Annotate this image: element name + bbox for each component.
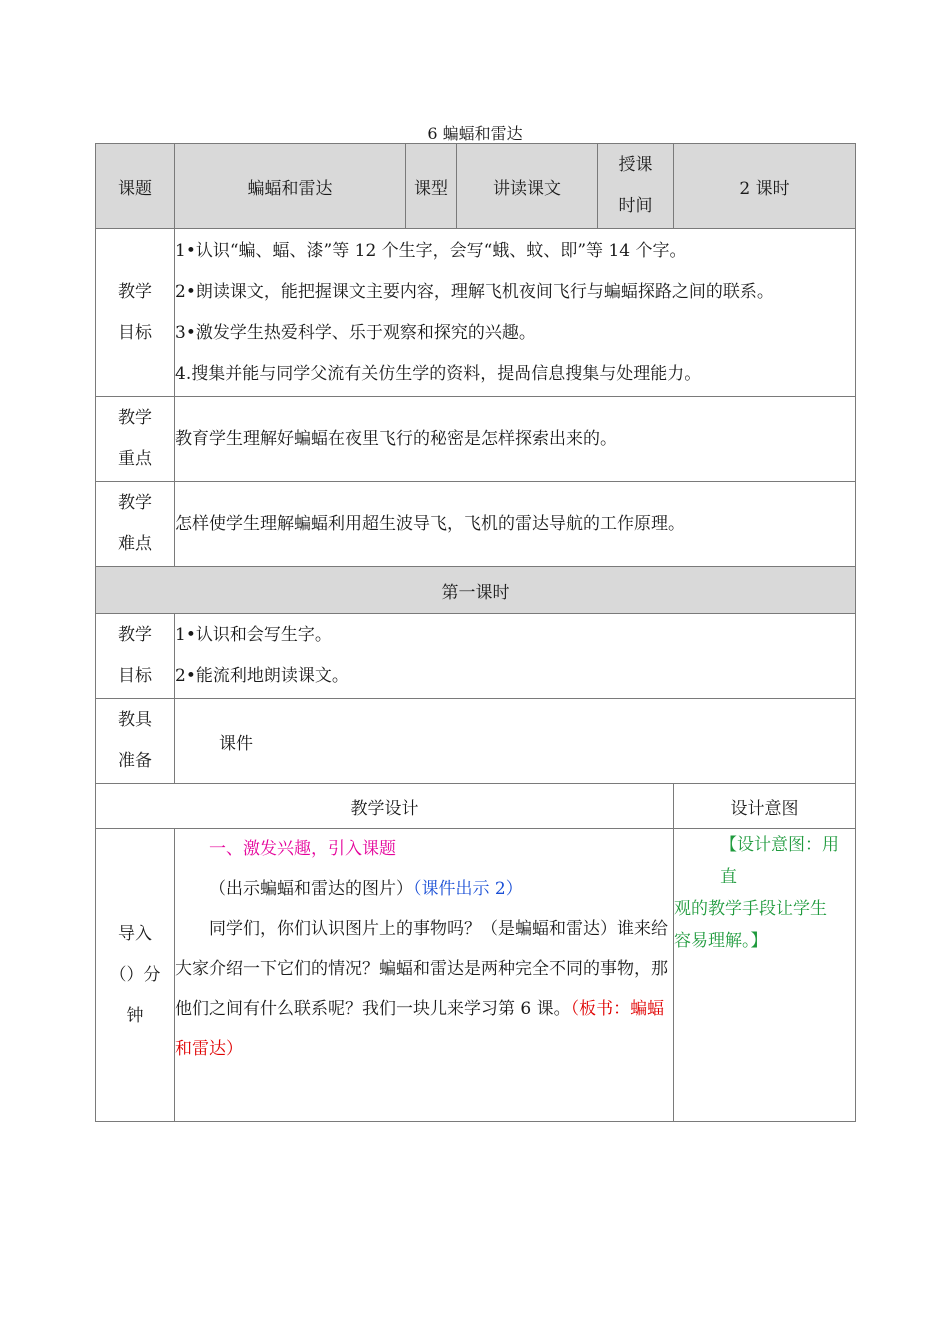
intro-intent xyxy=(674,829,856,1122)
prep-label-line-2: 准备 xyxy=(118,751,152,771)
difficulties-label xyxy=(96,482,175,567)
intro-show-text: （出示蝙蝠和雷达的图片） xyxy=(209,879,413,899)
intro-label-line-3: 钟 xyxy=(126,1005,144,1026)
hours-label-line-1: 授课 xyxy=(618,155,653,175)
document-title: 6 蝙蝠和雷达 xyxy=(427,124,523,143)
intent-line: 观的教学手段让学生 xyxy=(674,899,827,919)
topic-value: 蝙蝠和雷达 xyxy=(175,144,406,229)
lesson-one-heading: 第一课时 xyxy=(96,567,856,614)
intro-label-line-1: 导入 xyxy=(118,923,152,944)
goals-label-line-2: 目标 xyxy=(118,322,152,343)
design-header: 教学设计 xyxy=(96,784,674,829)
difficulties-label-line-2: 难点 xyxy=(118,534,152,554)
lesson-one-goals xyxy=(175,614,856,699)
goal-item: 1•认识“蝙、蝠、漆”等 12 个生字，会写“蛾、蚊、即”等 14 个字。 xyxy=(175,240,687,261)
intent-line: 【设计意图：用直 xyxy=(720,835,839,887)
lesson-one-goals-label xyxy=(96,614,175,699)
lesson-one-goals-label-line-2: 目标 xyxy=(118,666,152,686)
hours-label-line-2: 时间 xyxy=(618,196,653,216)
key-points-row xyxy=(96,397,856,482)
key-points-label xyxy=(96,397,175,482)
design-header-row xyxy=(96,784,856,829)
lesson-one-goal-item: 1•认识和会写生字。 xyxy=(175,625,332,645)
intro-row xyxy=(96,829,856,1122)
key-points-label-line-2: 重点 xyxy=(118,449,152,469)
type-label: 课型 xyxy=(406,144,457,229)
hours-label xyxy=(598,144,674,229)
goal-item: 4.搜集并能与同学父流有关仿生学的资料，提咼信息搜集与处理能力。 xyxy=(175,363,702,384)
intro-section-title: 一、激发兴趣，引入课题 xyxy=(209,839,396,859)
difficulties-label-line-1: 教学 xyxy=(118,493,152,513)
goals-label xyxy=(96,229,175,397)
hours-value: 2 课时 xyxy=(674,144,856,229)
header-row xyxy=(96,144,856,229)
intent-header: 设计意图 xyxy=(674,784,856,829)
intro-design xyxy=(175,829,674,1122)
lesson-one-heading-row xyxy=(96,567,856,614)
prep-value: 课件 xyxy=(175,699,856,784)
goals-content xyxy=(175,229,856,397)
lesson-plan-table xyxy=(95,143,856,1122)
lesson-one-goal-item: 2•能流利地朗读课文。 xyxy=(175,666,349,686)
intro-show-line xyxy=(175,869,673,909)
intro-board-note: （板书：蝙蝠和雷达） xyxy=(175,999,665,1059)
intro-show-note: （课件出示 2） xyxy=(413,879,523,899)
lesson-one-goals-label-line-1: 教学 xyxy=(118,625,152,645)
type-value: 讲读课文 xyxy=(457,144,598,229)
key-points-text: 教育学生理解好蝙蝠在夜里飞行的秘密是怎样探索出来的。 xyxy=(175,397,856,482)
topic-label: 课题 xyxy=(96,144,175,229)
key-points-label-line-1: 教学 xyxy=(118,408,152,428)
intro-label xyxy=(96,829,175,1122)
prep-row xyxy=(96,699,856,784)
lesson-one-goals-row xyxy=(96,614,856,699)
goals-label-line-1: 教学 xyxy=(118,281,152,302)
goal-item: 3•激发学生热爱科学、乐于观察和探究的兴趣。 xyxy=(175,322,536,343)
goals-row xyxy=(96,229,856,397)
prep-label-line-1: 教具 xyxy=(118,710,152,730)
goal-item: 2•朗读课文，能把握课文主要内容，理解飞机夜间飞行与蝙蝠探路之间的联系。 xyxy=(175,281,774,302)
intro-paragraph-text: 同学们，你们认识图片上的事物吗？（是蝙蝠和雷达）谁来给大家介绍一下它们的情况？蝙蝠和雷达是两种完全不同的事物，那他们之间有什么联系呢？我们一块儿来学习第 6 课。 xyxy=(175,919,668,1019)
difficulties-text: 怎样使学生理解蝙蝠利用超生波导飞，飞机的雷达导航的工作原理。 xyxy=(175,482,856,567)
intent-line: 容易理解。】 xyxy=(674,931,768,951)
difficulties-row xyxy=(96,482,856,567)
prep-label xyxy=(96,699,175,784)
intro-paragraph xyxy=(175,909,673,1069)
intro-label-line-2: （）分 xyxy=(109,964,161,985)
